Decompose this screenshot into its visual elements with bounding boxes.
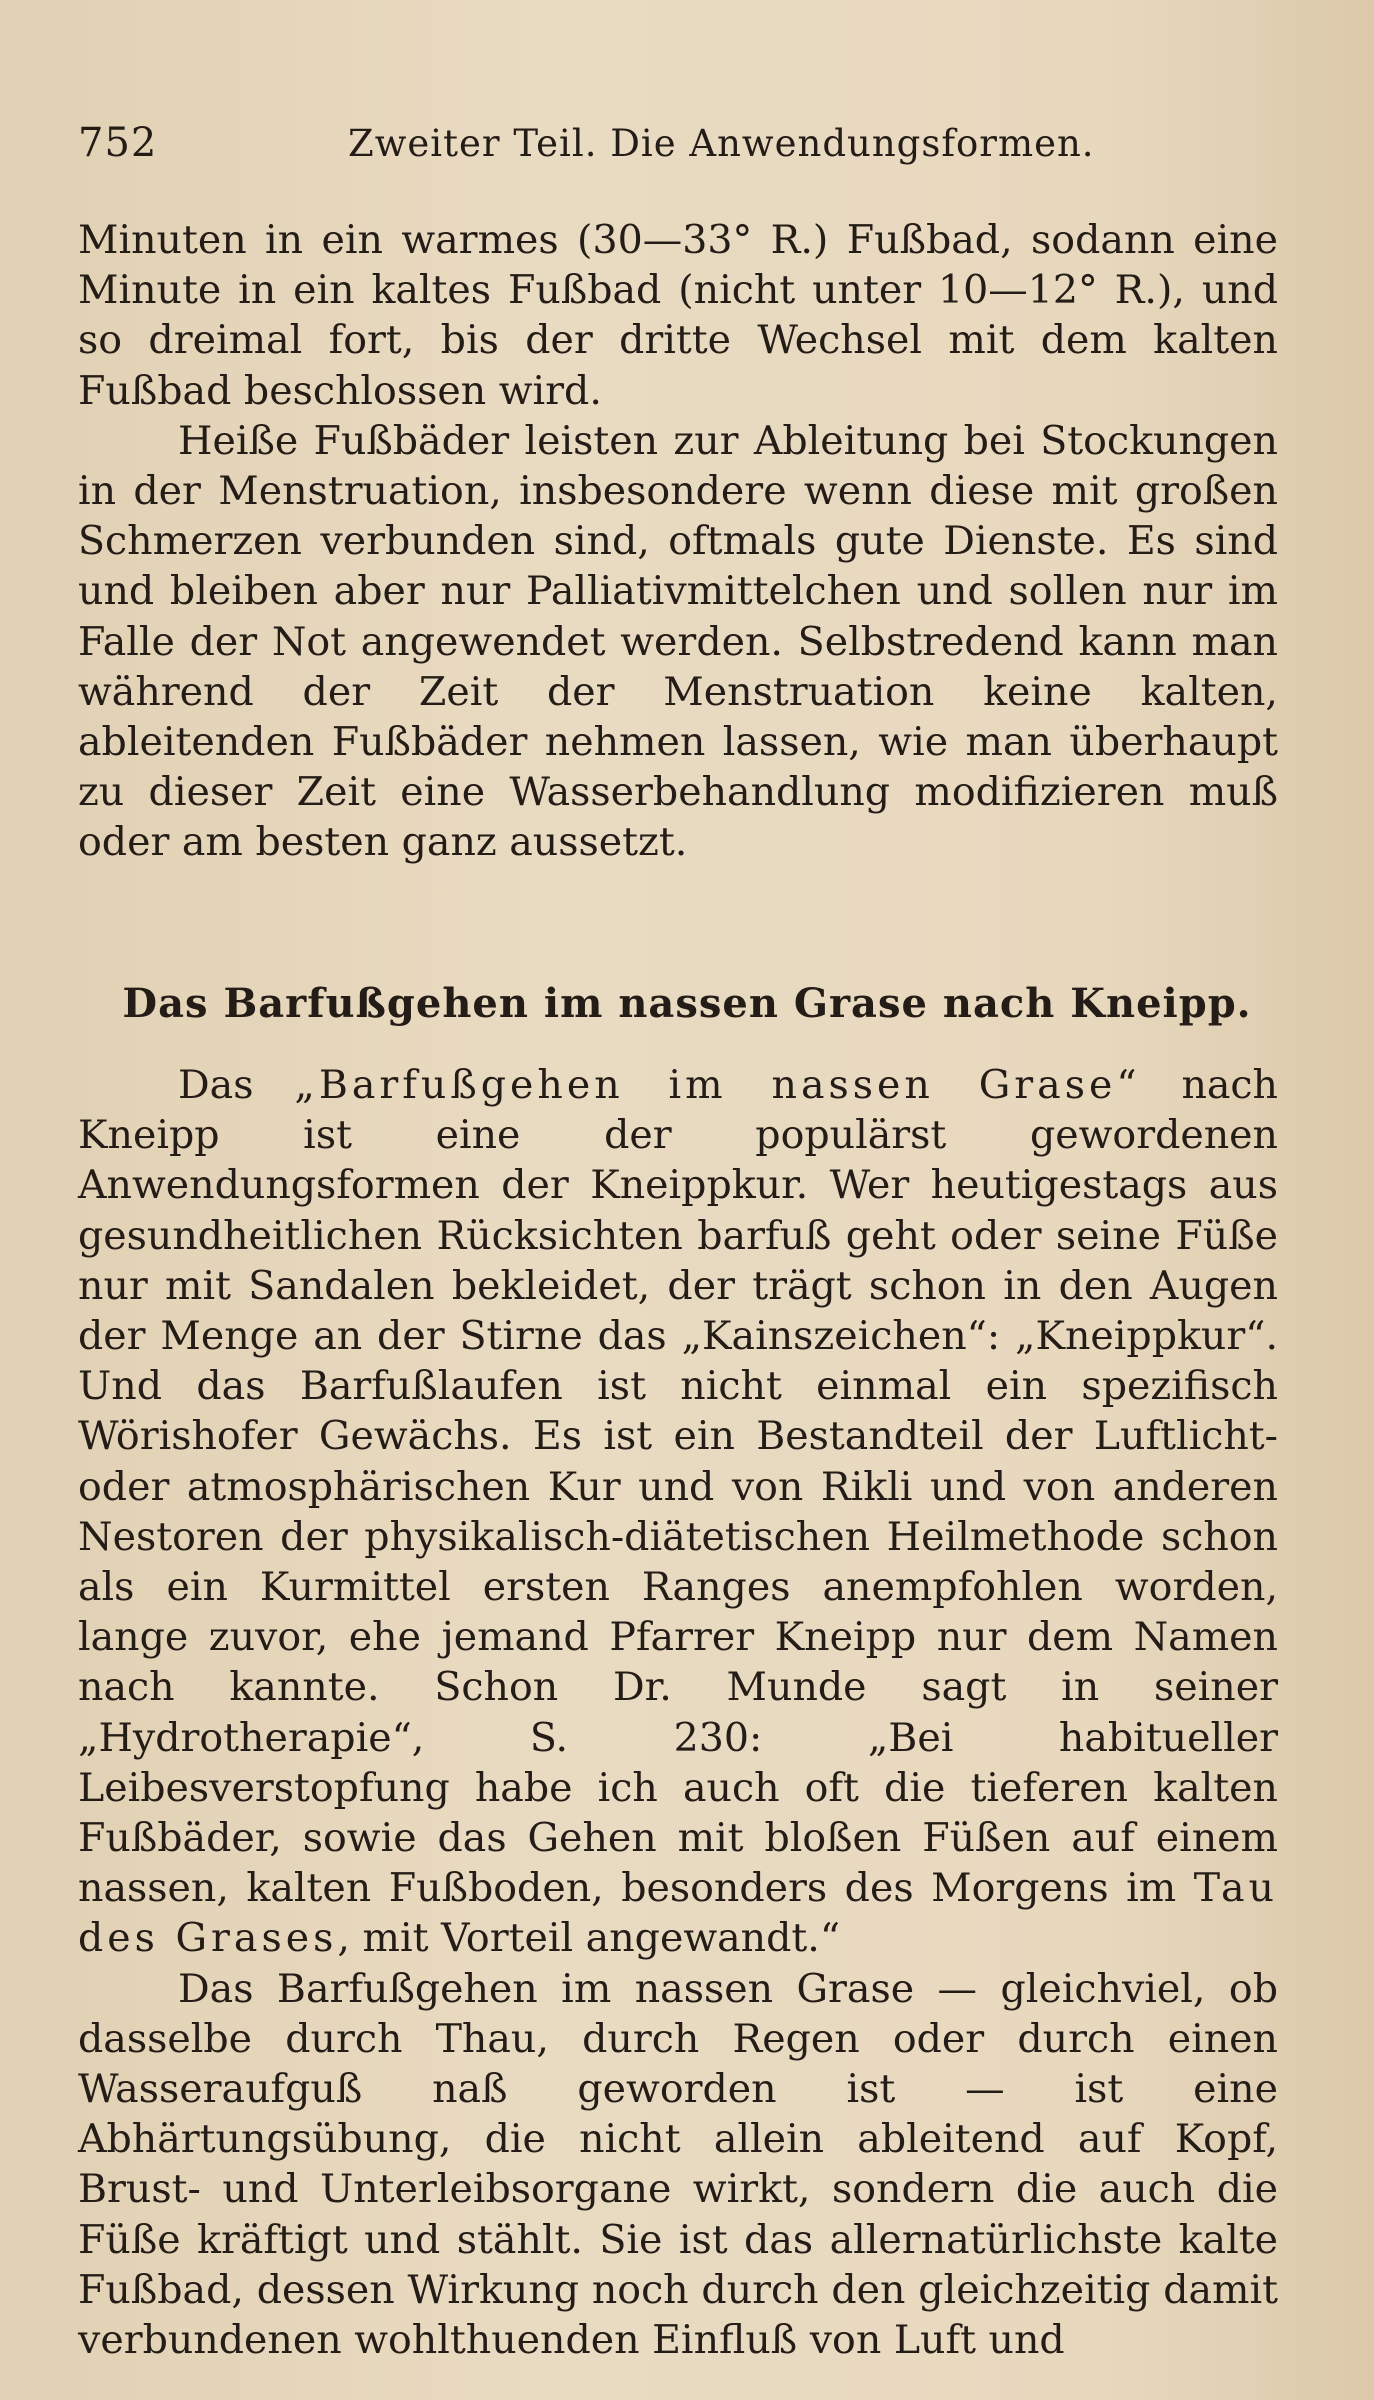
text-block-top [78,215,1278,868]
text-run: , mit Vorteil angewandt.“ [337,1915,841,1962]
paragraph-barefoot-intro [78,1060,1278,1964]
section-heading: Das Barfußgehen im nassen Grase nach Kneipp. [122,980,1252,1027]
paragraph-hot-foot-baths: Heiße Fußbäder leisten zur Ableitung bei Stockungen in der Menstruation, insbesondere wenn diese mit großen Schmerzen verbunden sind, oftmals gute Dienste. Es sind und bleiben aber nur Palliativmittelchen und sollen nur im Falle der Not angewendet werden. Selbstredend kann man während der Zeit der Menstruation keine kalten, ableitenden Fußbäder nehmen lassen, wie man überhaupt zu dieser Zeit eine Wasserbehandlung modifizieren muß oder am besten ganz aussetzt. [78,417,1278,866]
running-head: Zweiter Teil. Die Anwendungsformen. [348,122,1095,165]
emphasized-term: „Barfußgehen im nassen Grase“ [294,1062,1141,1108]
page-header [78,120,1308,180]
page-number: 752 [78,120,158,166]
text-run: Das [178,1062,295,1108]
paragraph-barefoot-effects: Das Barfußgehen im nassen Grase — gleichviel, ob dasselbe durch Thau, durch Regen oder durch einen Wasseraufguß naß geworden ist — ist eine Abhärtungsübung, die nicht allein ableitend auf Kopf, Brust- und Unterleibsorgane wirkt, sondern die auch die Füße kräftigt und stählt. Sie ist das allernatürlichste kalte Fußbad, dessen Wirkung noch durch den gleichzeitig damit verbundenen wohlthuenden Einfluß von Luft und [78,1965,1278,2364]
text-block-section [78,1060,1278,2365]
emphasized-term: Tau des Grases [78,1865,1278,1962]
text-run: nach Kneipp ist eine der populärst gewordenen Anwendungsformen der Kneippkur. Wer heutigestags aus gesundheitlichen Rücksichten barfuß geht oder seine Füße nur mit Sandalen bekleidet, der trägt schon in den Augen der Menge an der Stirne das „Kainszeichen“: „Kneippkur“. Und das Barfußlaufen ist nicht einmal ein spezifisch Wörishofer Gewächs. Es ist ein Bestandteil der Luftlicht- oder atmosphärischen Kur und von Rikli und von anderen Nestoren der physikalisch-diätetischen Heilmethode schon als ein Kurmittel ersten Ranges anempfohlen worden, lange zuvor, ehe jemand Pfarrer Kneipp nur dem Namen nach kannte. Schon Dr. Munde sagt in seiner „Hydrotherapie“, S. 230: „Bei habitueller Leibesverstopfung habe ich auch oft die tieferen kalten Fußbäder, sowie das Gehen mit bloßen Füßen auf einem nassen, kalten Fußboden, besonders des Morgens im [78,1062,1278,1912]
paragraph-continued: Minuten in ein warmes (30—33° R.) Fußbad, sodann eine Minute in ein kaltes Fußbad (nicht unter 10—12° R.), und so dreimal fort, bis der dritte Wechsel mit dem kalten Fußbad beschlossen wird. [78,217,1278,414]
